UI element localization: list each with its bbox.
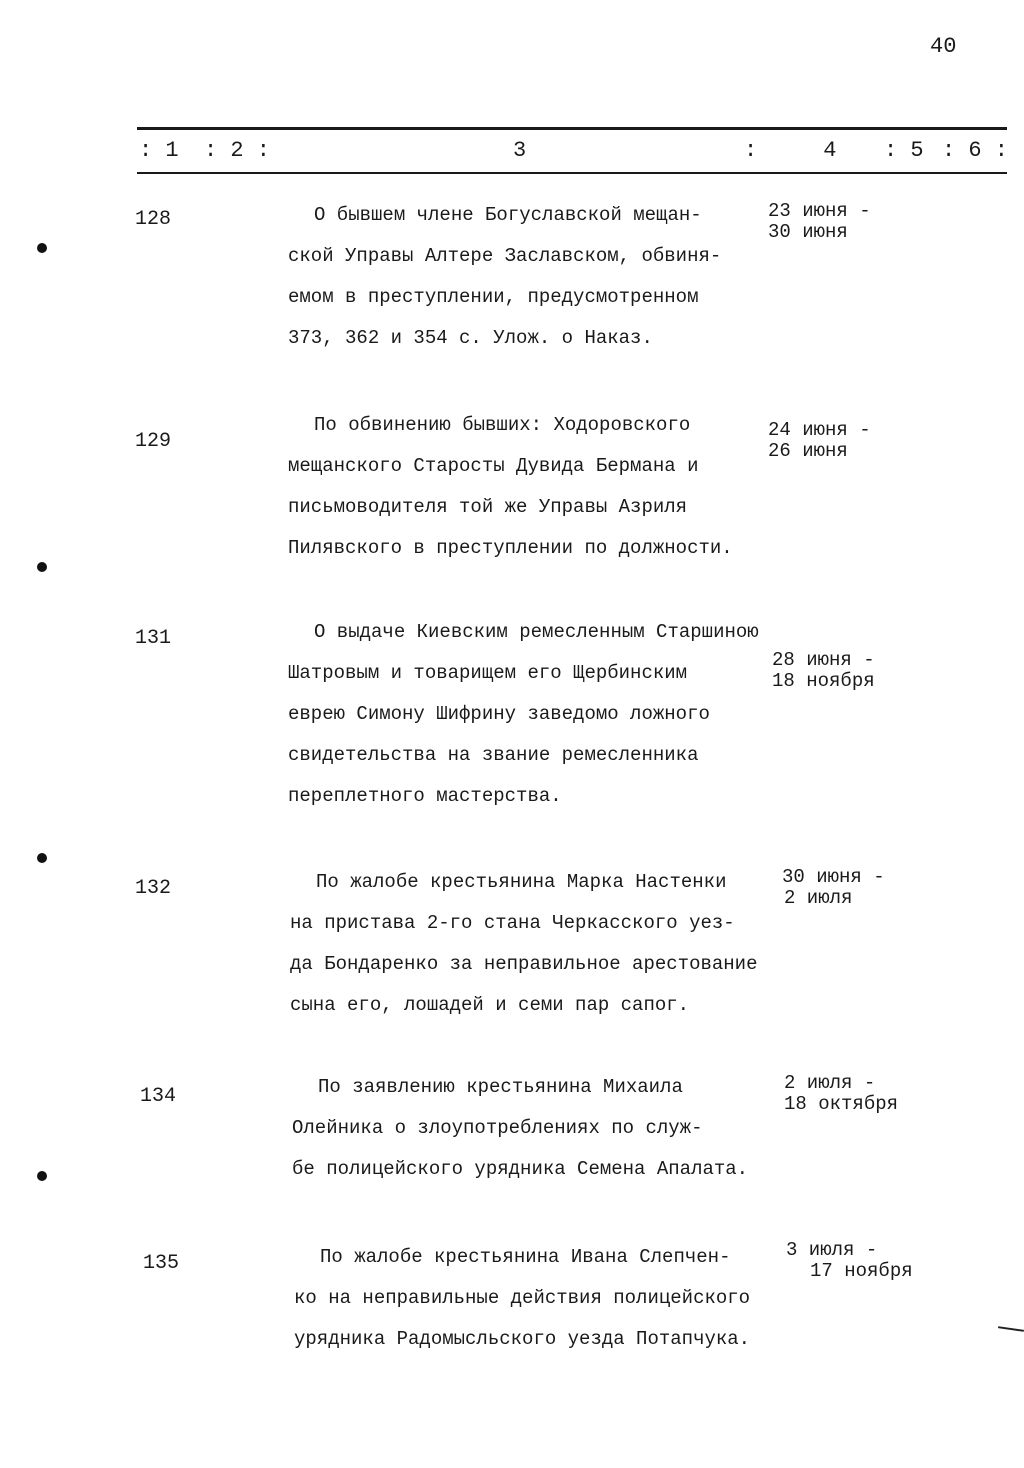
description-line: емом в преступлении, предусмотренном bbox=[288, 286, 699, 308]
date-from: 2 июля - bbox=[784, 1072, 876, 1094]
date-to: 18 ноября bbox=[772, 670, 875, 692]
entry-description bbox=[288, 612, 788, 817]
description-line: на пристава 2-го стана Черкасского уез- bbox=[290, 912, 735, 934]
header-col-6: : 6 : bbox=[942, 138, 1009, 163]
date-from: 24 июня - bbox=[768, 419, 871, 441]
date-to: 26 июня bbox=[768, 440, 848, 462]
entry-description bbox=[288, 405, 788, 569]
binding-hole-mark bbox=[37, 562, 47, 572]
date-to: 2 июля bbox=[784, 887, 853, 909]
entry-description bbox=[288, 195, 788, 359]
header-col-5: : 5 bbox=[884, 138, 924, 163]
entry-description bbox=[292, 1067, 792, 1190]
date-to: 18 октября bbox=[784, 1093, 899, 1115]
entry-description bbox=[294, 1237, 794, 1360]
description-line: Шатровым и товарищем его Щербинским bbox=[288, 662, 688, 684]
entry-number: 134 bbox=[140, 1085, 177, 1108]
description-line: Олейника о злоупотреблениях по служ- bbox=[292, 1117, 703, 1139]
entry-number: 129 bbox=[135, 430, 172, 453]
date-from: 28 июня - bbox=[772, 649, 875, 671]
header-col-3: 3 bbox=[513, 138, 527, 163]
margin-tick-mark bbox=[998, 1326, 1024, 1332]
entry-number: 135 bbox=[143, 1252, 180, 1275]
description-line: свидетельства на звание ремесленника bbox=[288, 744, 699, 766]
description-line: письмоводителя той же Управы Азриля bbox=[288, 496, 688, 518]
description-line: О выдаче Киевским ремесленным Старшиною bbox=[314, 621, 759, 643]
entry-dates bbox=[784, 1073, 898, 1115]
description-line: По жалобе крестьянина Ивана Слепчен- bbox=[320, 1246, 731, 1268]
date-to: 17 ноября bbox=[810, 1260, 913, 1282]
header-rule-bottom bbox=[137, 172, 1007, 174]
description-line: да Бондаренко за неправильное арестование bbox=[290, 953, 758, 975]
entry-number: 132 bbox=[135, 877, 172, 900]
entry-dates bbox=[768, 420, 871, 462]
entry-dates bbox=[782, 867, 885, 909]
date-from: 23 июня - bbox=[768, 200, 871, 222]
entry-dates bbox=[768, 201, 871, 243]
page-number: 40 bbox=[930, 34, 957, 59]
description-line: О бывшем члене Богуславской мещан- bbox=[314, 204, 702, 226]
entry-dates bbox=[772, 650, 875, 692]
header-col-2: : 2 : bbox=[204, 138, 271, 163]
description-line: По обвинению бывших: Ходоровского bbox=[314, 414, 691, 436]
date-from: 30 июня - bbox=[782, 866, 885, 888]
description-line: 373, 362 и 354 с. Улож. о Наказ. bbox=[288, 327, 653, 349]
description-line: урядника Радомысльского уезда Потапчука. bbox=[294, 1328, 751, 1350]
description-line: сына его, лошадей и семи пар сапог. bbox=[290, 994, 690, 1016]
header-col-4: : 4 bbox=[744, 138, 837, 163]
binding-hole-mark bbox=[37, 1171, 47, 1181]
date-to: 30 июня bbox=[768, 221, 848, 243]
description-line: ко на неправильные действия полицейского bbox=[294, 1287, 751, 1309]
description-line: бе полицейского урядника Семена Апалата. bbox=[292, 1158, 749, 1180]
entry-number: 128 bbox=[135, 208, 172, 231]
description-line: ской Управы Алтере Заславском, обвиня- bbox=[288, 245, 722, 267]
description-line: Пилявского в преступлении по должности. bbox=[288, 537, 733, 559]
description-line: еврею Симону Шифрину заведомо ложного bbox=[288, 703, 710, 725]
entry-description bbox=[290, 862, 790, 1026]
description-line: По заявлению крестьянина Михаила bbox=[318, 1076, 683, 1098]
description-line: мещанского Старосты Дувида Бермана и bbox=[288, 455, 699, 477]
binding-hole-mark bbox=[37, 243, 47, 253]
header-col-1: : 1 bbox=[139, 138, 179, 163]
entry-number: 131 bbox=[135, 627, 172, 650]
date-from: 3 июля - bbox=[786, 1239, 878, 1261]
header-rule-top bbox=[137, 127, 1007, 130]
description-line: По жалобе крестьянина Марка Настенки bbox=[316, 871, 727, 893]
entry-dates bbox=[786, 1240, 913, 1282]
binding-hole-mark bbox=[37, 853, 47, 863]
description-line: переплетного мастерства. bbox=[288, 785, 562, 807]
